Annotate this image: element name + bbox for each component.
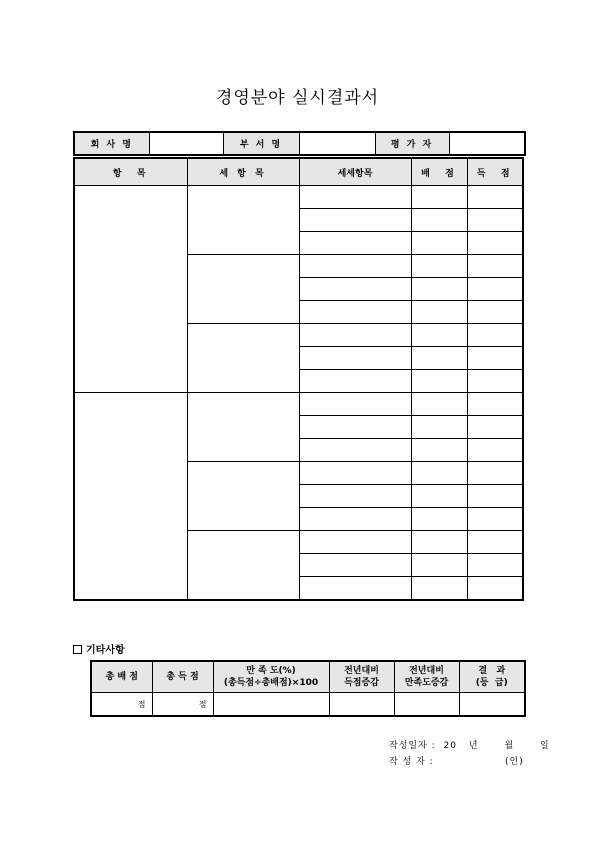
detail-item-cell[interactable] xyxy=(299,370,411,393)
header-allotted: 배 점 xyxy=(411,158,467,186)
allotted-cell[interactable] xyxy=(411,508,467,531)
detail-item-cell[interactable] xyxy=(299,347,411,370)
checkbox-icon xyxy=(73,645,82,654)
allotted-cell[interactable] xyxy=(411,370,467,393)
score-cell[interactable] xyxy=(467,508,523,531)
points-unit: 점 xyxy=(198,699,207,709)
detail-item-cell[interactable] xyxy=(299,416,411,439)
allotted-cell[interactable] xyxy=(411,209,467,232)
detail-item-cell[interactable] xyxy=(299,278,411,301)
detail-item-cell[interactable] xyxy=(299,232,411,255)
result-field[interactable] xyxy=(459,693,525,717)
score-cell[interactable] xyxy=(467,255,523,278)
allotted-cell[interactable] xyxy=(411,554,467,577)
prev-satisfaction-field[interactable] xyxy=(394,693,459,717)
detail-item-cell[interactable] xyxy=(299,393,411,416)
prev-score-header-line2: 득점증감 xyxy=(344,678,379,688)
total-score-field[interactable] xyxy=(152,693,213,717)
allotted-cell[interactable] xyxy=(411,485,467,508)
allotted-cell[interactable] xyxy=(411,416,467,439)
result-header-line2: (등 급) xyxy=(475,678,508,688)
score-cell[interactable] xyxy=(467,347,523,370)
score-cell[interactable] xyxy=(467,462,523,485)
sub-item-cell[interactable] xyxy=(187,186,299,255)
header-item: 항 목 xyxy=(74,158,187,186)
document-title: 경영분야 실시결과서 xyxy=(215,88,380,108)
detail-item-cell[interactable] xyxy=(299,439,411,462)
allotted-cell[interactable] xyxy=(411,462,467,485)
score-cell[interactable] xyxy=(467,278,523,301)
detail-item-cell[interactable] xyxy=(299,485,411,508)
sub-item-cell[interactable] xyxy=(187,462,299,531)
detail-item-cell[interactable] xyxy=(299,301,411,324)
detail-item-cell[interactable] xyxy=(299,508,411,531)
allotted-cell[interactable] xyxy=(411,301,467,324)
allotted-cell[interactable] xyxy=(411,577,467,601)
allotted-cell[interactable] xyxy=(411,347,467,370)
summary-table xyxy=(90,660,526,717)
score-cell[interactable] xyxy=(467,232,523,255)
result-header-line1: 결 과 xyxy=(478,666,506,676)
prev-score-header-line1: 전년대비 xyxy=(344,666,379,676)
detail-item-cell[interactable] xyxy=(299,324,411,347)
detail-item-cell[interactable] xyxy=(299,255,411,278)
allotted-cell[interactable] xyxy=(411,186,467,209)
month-unit: 월 xyxy=(504,741,515,751)
sub-item-cell[interactable] xyxy=(187,393,299,462)
satisfaction-header xyxy=(213,661,329,693)
detail-item-cell[interactable] xyxy=(299,577,411,601)
total-allotted-field[interactable] xyxy=(91,693,152,717)
allotted-cell[interactable] xyxy=(411,255,467,278)
item-cell[interactable] xyxy=(74,393,187,601)
department-label: 부 서 명 xyxy=(223,132,299,155)
prev-satisfaction-header-line2: 만족도증감 xyxy=(404,678,449,688)
other-notes-heading xyxy=(73,641,125,656)
detail-item-cell[interactable] xyxy=(299,462,411,485)
day-unit: 일 xyxy=(540,741,550,751)
allotted-cell[interactable] xyxy=(411,393,467,416)
header-sub-item: 세 항 목 xyxy=(187,158,299,186)
detail-item-cell[interactable] xyxy=(299,554,411,577)
other-notes-label: 기타사항 xyxy=(86,645,125,656)
score-cell[interactable] xyxy=(467,577,523,601)
allotted-cell[interactable] xyxy=(411,439,467,462)
score-cell[interactable] xyxy=(467,186,523,209)
score-cell[interactable] xyxy=(467,416,523,439)
score-cell[interactable] xyxy=(467,439,523,462)
score-cell[interactable] xyxy=(467,531,523,554)
score-cell[interactable] xyxy=(467,554,523,577)
prev-satisfaction-header xyxy=(394,661,459,693)
sub-item-cell[interactable] xyxy=(187,255,299,324)
score-cell[interactable] xyxy=(467,209,523,232)
sub-item-cell[interactable] xyxy=(187,531,299,601)
points-unit: 점 xyxy=(137,699,146,709)
score-cell[interactable] xyxy=(467,485,523,508)
total-allotted-header: 총 배 점 xyxy=(91,661,152,693)
sub-item-cell[interactable] xyxy=(187,324,299,393)
score-cell[interactable] xyxy=(467,393,523,416)
satisfaction-header-line2: (총득점÷총배점)×100 xyxy=(223,678,319,688)
evaluator-field[interactable] xyxy=(449,132,525,155)
company-label: 회 사 명 xyxy=(74,132,149,155)
score-cell[interactable] xyxy=(467,324,523,347)
item-cell[interactable] xyxy=(74,186,187,393)
score-cell[interactable] xyxy=(467,301,523,324)
detail-item-cell[interactable] xyxy=(299,531,411,554)
evaluator-label: 평 가 자 xyxy=(375,132,449,155)
detail-item-cell[interactable] xyxy=(299,209,411,232)
detail-item-cell[interactable] xyxy=(299,186,411,209)
date-label: 작성일자 : xyxy=(389,741,436,751)
evaluation-table xyxy=(73,157,524,601)
date-line xyxy=(389,738,550,751)
year-prefix: 20 xyxy=(443,741,457,751)
header-detail-item: 세세항목 xyxy=(299,158,411,186)
allotted-cell[interactable] xyxy=(411,232,467,255)
allotted-cell[interactable] xyxy=(411,531,467,554)
prev-score-field[interactable] xyxy=(329,693,394,717)
seal-mark: (인) xyxy=(505,757,524,767)
score-cell[interactable] xyxy=(467,370,523,393)
year-unit: 년 xyxy=(468,741,479,751)
result-header xyxy=(459,661,525,693)
company-field[interactable] xyxy=(149,132,223,155)
satisfaction-field[interactable] xyxy=(213,693,329,717)
author-label: 작 성 자 : xyxy=(389,757,434,767)
info-table xyxy=(73,131,526,156)
allotted-cell[interactable] xyxy=(411,324,467,347)
satisfaction-header-line1: 만 족 도(%) xyxy=(246,666,296,676)
total-score-header: 총 득 점 xyxy=(152,661,213,693)
department-field[interactable] xyxy=(299,132,375,155)
allotted-cell[interactable] xyxy=(411,278,467,301)
prev-satisfaction-header-line1: 전년대비 xyxy=(409,666,444,676)
header-score: 득 점 xyxy=(467,158,523,186)
prev-score-header xyxy=(329,661,394,693)
